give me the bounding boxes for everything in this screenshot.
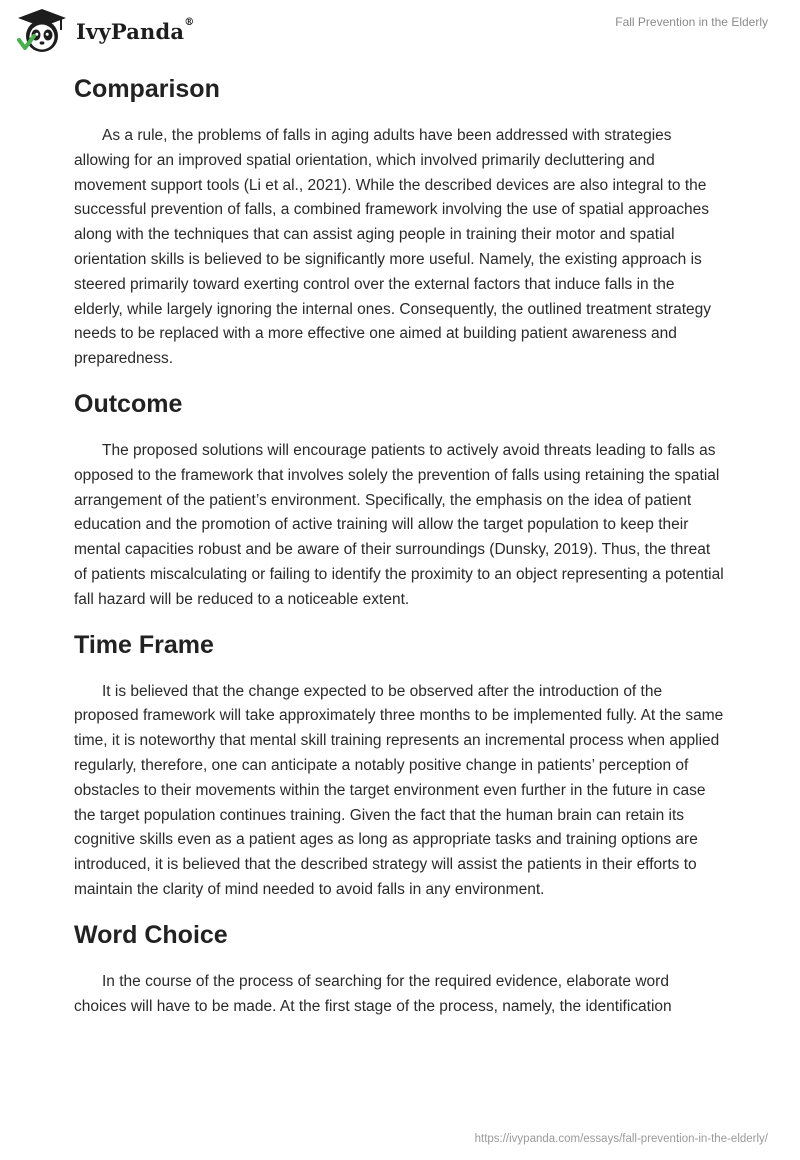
section-paragraph-outcome: The proposed solutions will encourage patients to actively avoid threats leading to falls as opposed to the framework that involves solely the prevention of falls using retaining the spatial arrangement of the patient’s environment. Specifically, the emphasis on the idea of patient education and the promotion of active training will allow the target population to keep their mental capacities robust and be aware of their surroundings (Dunsky, 2019). Thus, the threat of patients miscalculating or failing to identify the proximity to an object representing a potential fall hazard will be reduced to a noticeable extent. — [74, 441, 724, 608]
section-paragraph-word-choice: In the course of the process of searching for the required evidence, elaborate word choices will have to be made. At the first stage of the process, namely, the identification — [74, 972, 672, 1015]
document-title: Fall Prevention in the Elderly — [615, 15, 768, 29]
section-heading-outcome: Outcome — [74, 389, 183, 418]
section-heading-comparison: Comparison — [74, 75, 220, 103]
section-paragraph-time-frame: It is believed that the change expected to be observed after the introduction of the proposed framework will take approximately three months to be implemented fully. At the same time, it is noteworthy that mental skill training represents an incremental process when applied regularly, therefore, one can anticipate a notably positive change in patients’ perception of obstacles to their movements within the target environment even further in the future in case the target population continues training. Given the fact that the human brain can retain its cognitive skills even as a patient ages as long as appropriate tasks and training options are introduced, it is believed that the described strategy will assist the patients in their efforts to maintain the clarity of mind needed to avoid falls in any environment. — [74, 682, 724, 898]
panda-graduation-cap-icon — [14, 6, 70, 56]
essay-content — [74, 70, 724, 1019]
registered-mark: ® — [184, 16, 195, 28]
source-url[interactable]: https://ivypanda.com/essays/fall-prevention-in-the-elderly/ — [474, 1133, 768, 1145]
section-heading-time-frame: Time Frame — [74, 630, 214, 659]
section-paragraph-comparison: As a rule, the problems of falls in aging adults have been addressed with strategies allowing for an improved spatial orientation, which involved primarily decluttering and movement support tools (Li et al., 2021). While the described devices are also integral to the successful prevention of falls, a combined framework involving the use of spatial approaches along with the techniques that can assist aging people in training their motor and spatial orientation skills is believed to be significantly more useful. Namely, the existing approach is steered primarily toward exerting control over the external factors that induce falls in the elderly, while largely ignoring the internal ones. Consequently, the outlined treatment strategy needs to be replaced with a more effective one aimed at building patient awareness and preparedness. — [74, 127, 712, 368]
page-header — [0, 0, 800, 70]
brand-name: IvyPanda® — [76, 16, 195, 44]
section-heading-word-choice: Word Choice — [74, 920, 228, 949]
ivypanda-logo[interactable] — [14, 6, 194, 56]
